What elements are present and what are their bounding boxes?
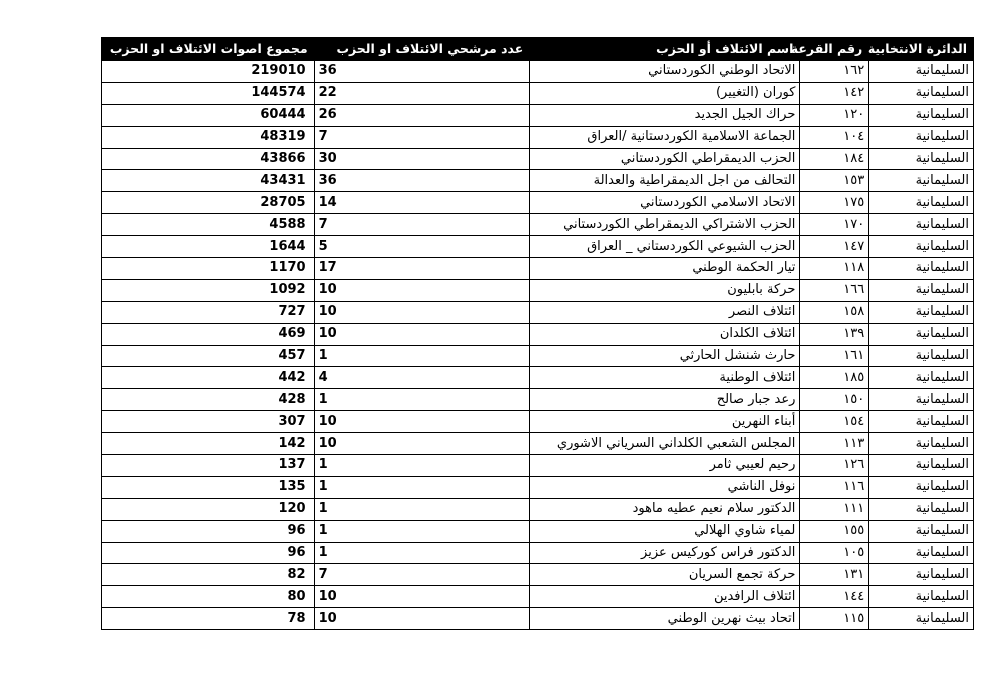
- table-row: [102, 564, 974, 586]
- votes-cell: 80: [102, 586, 315, 608]
- district-cell: السليمانية: [869, 126, 974, 148]
- table-row: [102, 586, 974, 608]
- table-row: [102, 61, 974, 83]
- candidates-cell: 17: [314, 258, 530, 280]
- candidates-cell: 10: [314, 279, 530, 301]
- district-cell: السليمانية: [869, 170, 974, 192]
- ballot-number-cell: ١١٥: [800, 608, 869, 630]
- table-row: [102, 433, 974, 455]
- district-cell: السليمانية: [869, 61, 974, 83]
- header-votes: مجموع اصوات الائتلاف او الحزب: [102, 38, 315, 61]
- party-name-cell: أبناء النهرين: [530, 411, 800, 433]
- election-results-table: [101, 37, 974, 630]
- candidates-cell: 1: [314, 542, 530, 564]
- candidates-cell: 22: [314, 82, 530, 104]
- table-row: [102, 411, 974, 433]
- table-row: [102, 148, 974, 170]
- district-cell: السليمانية: [869, 104, 974, 126]
- district-cell: السليمانية: [869, 279, 974, 301]
- party-name-cell: التحالف من اجل الديمقراطية والعدالة: [530, 170, 800, 192]
- candidates-cell: 10: [314, 323, 530, 345]
- table-body: [102, 61, 974, 630]
- party-name-cell: رحيم لعيبي ثامر: [530, 455, 800, 477]
- votes-cell: 120: [102, 498, 315, 520]
- ballot-number-cell: ١٣١: [800, 564, 869, 586]
- ballot-number-cell: ١٥٥: [800, 520, 869, 542]
- table-row: [102, 279, 974, 301]
- ballot-number-cell: ١٦٢: [800, 61, 869, 83]
- votes-cell: 78: [102, 608, 315, 630]
- votes-cell: 1092: [102, 279, 315, 301]
- district-cell: السليمانية: [869, 455, 974, 477]
- table-row: [102, 608, 974, 630]
- table-header: [102, 38, 974, 61]
- header-candidates: عدد مرشحي الائتلاف او الحزب: [314, 38, 530, 61]
- party-name-cell: حراك الجيل الجديد: [530, 104, 800, 126]
- ballot-number-cell: ١٦٦: [800, 279, 869, 301]
- district-cell: السليمانية: [869, 258, 974, 280]
- candidates-cell: 7: [314, 564, 530, 586]
- candidates-cell: 4: [314, 367, 530, 389]
- ballot-number-cell: ١٥٠: [800, 389, 869, 411]
- votes-cell: 727: [102, 301, 315, 323]
- district-cell: السليمانية: [869, 192, 974, 214]
- votes-cell: 137: [102, 455, 315, 477]
- candidates-cell: 10: [314, 586, 530, 608]
- candidates-cell: 1: [314, 345, 530, 367]
- table-row: [102, 236, 974, 258]
- candidates-cell: 7: [314, 126, 530, 148]
- district-cell: السليمانية: [869, 236, 974, 258]
- party-name-cell: حركة بابليون: [530, 279, 800, 301]
- votes-cell: 43866: [102, 148, 315, 170]
- votes-cell: 1644: [102, 236, 315, 258]
- votes-cell: 60444: [102, 104, 315, 126]
- district-cell: السليمانية: [869, 214, 974, 236]
- ballot-number-cell: ١٢٠: [800, 104, 869, 126]
- party-name-cell: حارث شنشل الحارثي: [530, 345, 800, 367]
- votes-cell: 96: [102, 520, 315, 542]
- table-row: [102, 301, 974, 323]
- district-cell: السليمانية: [869, 82, 974, 104]
- ballot-number-cell: ١٥٨: [800, 301, 869, 323]
- table-row: [102, 170, 974, 192]
- candidates-cell: 5: [314, 236, 530, 258]
- candidates-cell: 7: [314, 214, 530, 236]
- table-row: [102, 214, 974, 236]
- table-row: [102, 82, 974, 104]
- candidates-cell: 30: [314, 148, 530, 170]
- ballot-number-cell: ١٧٥: [800, 192, 869, 214]
- candidates-cell: 36: [314, 61, 530, 83]
- party-name-cell: ائتلاف الرافدين: [530, 586, 800, 608]
- district-cell: السليمانية: [869, 476, 974, 498]
- candidates-cell: 10: [314, 608, 530, 630]
- party-name-cell: حركة تجمع السريان: [530, 564, 800, 586]
- district-cell: السليمانية: [869, 323, 974, 345]
- ballot-number-cell: ١٠٤: [800, 126, 869, 148]
- votes-cell: 469: [102, 323, 315, 345]
- party-name-cell: الاتحاد الوطني الكوردستاني: [530, 61, 800, 83]
- votes-cell: 142: [102, 433, 315, 455]
- party-name-cell: تيار الحكمة الوطني: [530, 258, 800, 280]
- candidates-cell: 14: [314, 192, 530, 214]
- votes-cell: 82: [102, 564, 315, 586]
- party-name-cell: ائتلاف الوطنية: [530, 367, 800, 389]
- district-cell: السليمانية: [869, 301, 974, 323]
- votes-cell: 457: [102, 345, 315, 367]
- ballot-number-cell: ١٢٦: [800, 455, 869, 477]
- candidates-cell: 10: [314, 411, 530, 433]
- district-cell: السليمانية: [869, 433, 974, 455]
- table-row: [102, 520, 974, 542]
- party-name-cell: الحزب الاشتراكي الديمقراطي الكوردستاني: [530, 214, 800, 236]
- table-row: [102, 455, 974, 477]
- ballot-number-cell: ١٧٠: [800, 214, 869, 236]
- candidates-cell: 1: [314, 455, 530, 477]
- district-cell: السليمانية: [869, 564, 974, 586]
- votes-cell: 428: [102, 389, 315, 411]
- district-cell: السليمانية: [869, 367, 974, 389]
- district-cell: السليمانية: [869, 542, 974, 564]
- party-name-cell: رعد جبار صالح: [530, 389, 800, 411]
- party-name-cell: نوفل الناشي: [530, 476, 800, 498]
- table-row: [102, 323, 974, 345]
- party-name-cell: الدكتور فراس كوركيس عزيز: [530, 542, 800, 564]
- district-cell: السليمانية: [869, 389, 974, 411]
- district-cell: السليمانية: [869, 345, 974, 367]
- party-name-cell: المجلس الشعبي الكلداني السرياني الاشوري: [530, 433, 800, 455]
- party-name-cell: الحزب الديمقراطي الكوردستاني: [530, 148, 800, 170]
- votes-cell: 28705: [102, 192, 315, 214]
- district-cell: السليمانية: [869, 498, 974, 520]
- ballot-number-cell: ١٨٤: [800, 148, 869, 170]
- ballot-number-cell: ١٤٢: [800, 82, 869, 104]
- candidates-cell: 1: [314, 476, 530, 498]
- candidates-cell: 10: [314, 433, 530, 455]
- party-name-cell: الدكتور سلام نعيم عطيه ماهود: [530, 498, 800, 520]
- candidates-cell: 1: [314, 498, 530, 520]
- votes-cell: 43431: [102, 170, 315, 192]
- header-district: الدائرة الانتخابية: [869, 38, 974, 61]
- ballot-number-cell: ١١٨: [800, 258, 869, 280]
- header-ballot-number: رقم القرعة: [800, 38, 869, 61]
- ballot-number-cell: ١١٦: [800, 476, 869, 498]
- table-row: [102, 389, 974, 411]
- table-row: [102, 104, 974, 126]
- ballot-number-cell: ١٤٧: [800, 236, 869, 258]
- ballot-number-cell: ١٤٤: [800, 586, 869, 608]
- district-cell: السليمانية: [869, 608, 974, 630]
- candidates-cell: 36: [314, 170, 530, 192]
- table-row: [102, 367, 974, 389]
- header-row: [102, 38, 974, 61]
- votes-cell: 144574: [102, 82, 315, 104]
- votes-cell: 48319: [102, 126, 315, 148]
- district-cell: السليمانية: [869, 586, 974, 608]
- ballot-number-cell: ١٥٣: [800, 170, 869, 192]
- party-name-cell: الاتحاد الاسلامي الكوردستاني: [530, 192, 800, 214]
- table-row: [102, 258, 974, 280]
- votes-cell: 96: [102, 542, 315, 564]
- table-row: [102, 345, 974, 367]
- party-name-cell: ائتلاف الكلدان: [530, 323, 800, 345]
- party-name-cell: لمياء شاوي الهلالي: [530, 520, 800, 542]
- ballot-number-cell: ١١٣: [800, 433, 869, 455]
- table-row: [102, 192, 974, 214]
- party-name-cell: ائتلاف النصر: [530, 301, 800, 323]
- table-row: [102, 542, 974, 564]
- table-row: [102, 498, 974, 520]
- party-name-cell: اتحاد بيث نهرين الوطني: [530, 608, 800, 630]
- ballot-number-cell: ١٣٩: [800, 323, 869, 345]
- votes-cell: 219010: [102, 61, 315, 83]
- party-name-cell: كوران (التغيير): [530, 82, 800, 104]
- district-cell: السليمانية: [869, 148, 974, 170]
- votes-cell: 135: [102, 476, 315, 498]
- table-row: [102, 476, 974, 498]
- party-name-cell: الحزب الشيوعي الكوردستاني _ العراق: [530, 236, 800, 258]
- ballot-number-cell: ١٦١: [800, 345, 869, 367]
- candidates-cell: 1: [314, 389, 530, 411]
- district-cell: السليمانية: [869, 411, 974, 433]
- table-row: [102, 126, 974, 148]
- votes-cell: 4588: [102, 214, 315, 236]
- header-party-name: اسم الائتلاف أو الحزب: [530, 38, 800, 61]
- candidates-cell: 26: [314, 104, 530, 126]
- ballot-number-cell: ١١١: [800, 498, 869, 520]
- district-cell: السليمانية: [869, 520, 974, 542]
- ballot-number-cell: ١٥٤: [800, 411, 869, 433]
- ballot-number-cell: ١٨٥: [800, 367, 869, 389]
- votes-cell: 442: [102, 367, 315, 389]
- party-name-cell: الجماعة الاسلامية الكوردستانية /العراق: [530, 126, 800, 148]
- votes-cell: 307: [102, 411, 315, 433]
- votes-cell: 1170: [102, 258, 315, 280]
- candidates-cell: 10: [314, 301, 530, 323]
- ballot-number-cell: ١٠٥: [800, 542, 869, 564]
- candidates-cell: 1: [314, 520, 530, 542]
